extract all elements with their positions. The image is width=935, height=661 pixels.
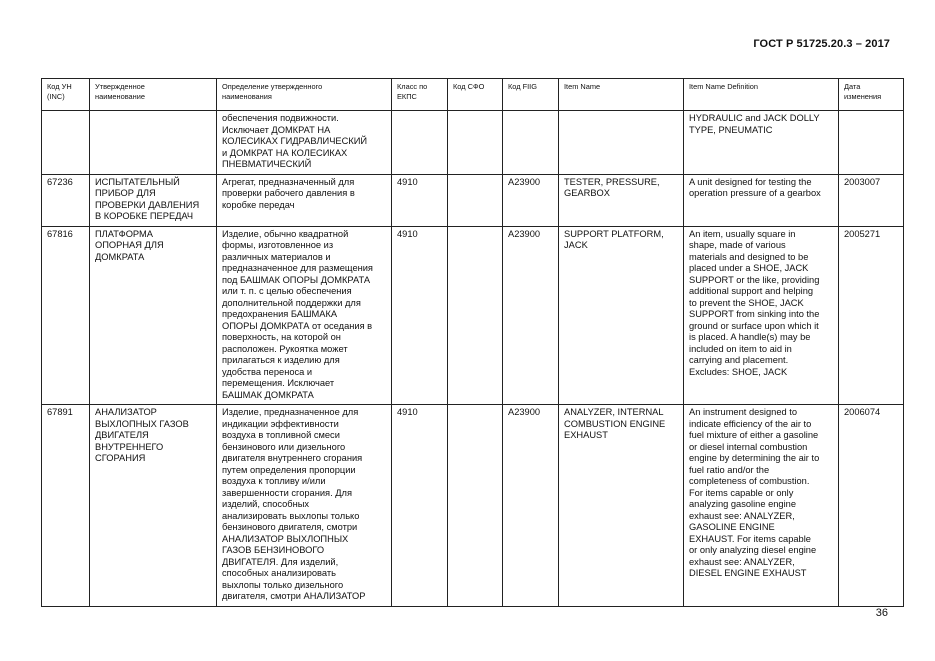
sfo-cell (448, 226, 503, 405)
table-header-row (42, 79, 904, 111)
name-ru-cell: ПЛАТФОРМА ОПОРНАЯ ДЛЯ ДОМКРАТА (90, 226, 217, 405)
col-ekps-header: Класс по ЕКПС (392, 79, 448, 111)
sfo-cell (448, 405, 503, 607)
item-name-cell: TESTER, PRESSURE, GEARBOX (559, 174, 684, 226)
col-definition-en-header: Item Name Definition (684, 79, 839, 111)
definition-en-cell: An instrument designed to indicate efficiency of the air to fuel mixture of either a gasoline or diesel internal combustion engine by determining the air to fuel ratio and/or the completeness of combustion. For items capable or only analyzing gasoline engine exhaust see: ANALYZER, GASOLINE ENGINE EXHAUST. For items capable or only analyzing diesel engine exhaust see: ANALYZER, DIESEL ENGINE EXHAUST (684, 405, 839, 607)
col-inc-header: Код УН (INC) (42, 79, 90, 111)
definition-ru-cell: Изделие, обычно квадратной формы, изготовленное из различных материалов и предназначенное для размещения под БАШМАК ОПОРЫ ДОМКРАТА или т. п. с целью обеспечения дополнительной поддержки для предохранения БАШМАКА ОПОРЫ ДОМКРАТА от оседания в поверхность, на которой он расположен. Рукоятка может прилагаться к изделию для удобства переноса и перемещения. Исключает БАШМАК ДОМКРАТА (217, 226, 392, 405)
inc-cell: 67236 (42, 174, 90, 226)
ekps-cell: 4910 (392, 174, 448, 226)
definition-ru-cell: обеспечения подвижности. Исключает ДОМКРАТ НА КОЛЕСИКАХ ГИДРАВЛИЧЕСКИЙ и ДОМКРАТ НА КОЛЕСИКАХ ПНЕВМАТИЧЕСКИЙ (217, 111, 392, 175)
name-ru-cell: ИСПЫТАТЕЛЬНЫЙ ПРИБОР ДЛЯ ПРОВЕРКИ ДАВЛЕНИЯ В КОРОБКЕ ПЕРЕДАЧ (90, 174, 217, 226)
table-row (42, 174, 904, 226)
col-name-ru-header: Утвержденное наименование (90, 79, 217, 111)
col-definition-ru-header: Определение утвержденного наименования (217, 79, 392, 111)
table-row (42, 405, 904, 607)
ekps-cell: 4910 (392, 226, 448, 405)
name-ru-cell: АНАЛИЗАТОР ВЫХЛОПНЫХ ГАЗОВ ДВИГАТЕЛЯ ВНУТРЕННЕГО СГОРАНИЯ (90, 405, 217, 607)
col-fiig-header: Код FIIG (503, 79, 559, 111)
date-cell: 2005271 (839, 226, 904, 405)
inc-cell: 67891 (42, 405, 90, 607)
sfo-cell (448, 174, 503, 226)
catalog-table (41, 78, 904, 607)
table-row (42, 226, 904, 405)
col-sfo-header: Код СФО (448, 79, 503, 111)
fiig-cell: A23900 (503, 226, 559, 405)
col-item-name-header: Item Name (559, 79, 684, 111)
table-row-continuation (42, 111, 904, 175)
fiig-cell: A23900 (503, 405, 559, 607)
definition-en-cell: HYDRAULIC and JACK DOLLY TYPE, PNEUMATIC (684, 111, 839, 175)
date-cell: 2003007 (839, 174, 904, 226)
date-cell: 2006074 (839, 405, 904, 607)
document-title: ГОСТ Р 51725.20.3 – 2017 (753, 38, 890, 50)
ekps-cell: 4910 (392, 405, 448, 607)
item-name-cell: ANALYZER, INTERNAL COMBUSTION ENGINE EXHAUST (559, 405, 684, 607)
page-number: 36 (875, 607, 888, 619)
fiig-cell: A23900 (503, 174, 559, 226)
inc-cell: 67816 (42, 226, 90, 405)
definition-en-cell: An item, usually square in shape, made of various materials and designed to be placed under a SHOE, JACK SUPPORT or the like, providing additional support and helping to prevent the SHOE, JACK SUPPORT from sinking into the ground or surface upon which it is placed. A handle(s) may be included on item to aid in carrying and placement. Excludes: SHOE, JACK (684, 226, 839, 405)
definition-ru-cell: Изделие, предназначенное для индикации эффективности воздуха в топливной смеси бензинового или дизельного двигателя внутреннего сгорания путем определения пропорции воздуха к топливу и/или завершенности сгорания. Для изделий, способных анализировать выхлопы только бензинового двигателя, смотри АНАЛИЗАТОР ВЫХЛОПНЫХ ГАЗОВ БЕНЗИНОВОГО ДВИГАТЕЛЯ. Для изделий, способных анализировать выхлопы только дизельного двигателя, смотри АНАЛИЗАТОР (217, 405, 392, 607)
definition-en-cell: A unit designed for testing the operation pressure of a gearbox (684, 174, 839, 226)
col-date-header: Дата изменения (839, 79, 904, 111)
item-name-cell: SUPPORT PLATFORM, JACK (559, 226, 684, 405)
definition-ru-cell: Агрегат, предназначенный для проверки рабочего давления в коробке передач (217, 174, 392, 226)
